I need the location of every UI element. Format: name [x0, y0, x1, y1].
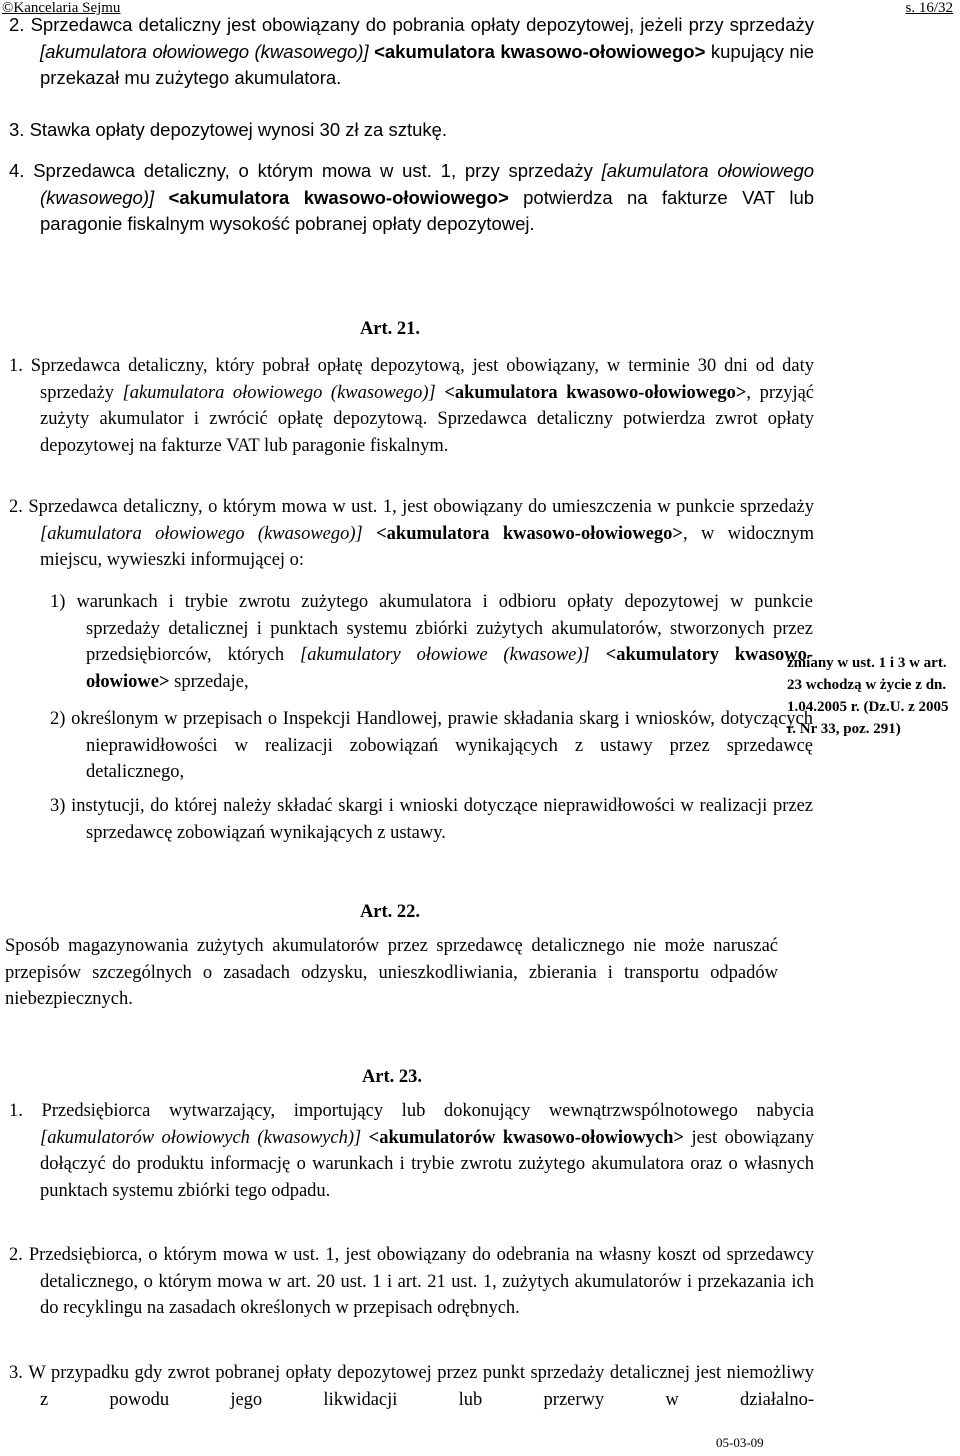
paragraph-number: 1.	[9, 1101, 23, 1121]
article-title-21: Art. 21.	[359, 319, 421, 339]
added-text: <akumulatora kwasowo-ołowiowego>	[374, 40, 706, 62]
list-item-text: instytucji, do której należy składać skargi i wnioski dotyczące nieprawidłowości w realizacji przez sprzedawcę zobowiązań wynikających z ustawy.	[71, 796, 814, 843]
paragraph-art23-1	[9, 1098, 814, 1204]
paragraph-text: , w widocznym miejscu, wywieszki informującej o:	[40, 523, 814, 570]
added-text: <akumulatora kwasowo-ołowiowego>	[444, 382, 747, 403]
added-text: <akumulatory kwasowo-ołowiowe>	[86, 645, 814, 692]
paragraph-art20-2	[9, 12, 814, 92]
paragraph-text: Sprzedawca detaliczny jest obowiązany do pobrania opłaty depozytowej, jeżeli przy sprzedaży	[30, 14, 814, 35]
header-page-number: s. 16/32	[905, 0, 953, 16]
list-item-number: 1)	[50, 592, 66, 612]
article-title-23: Art. 23.	[361, 1067, 423, 1087]
footer-date: 05-03-09	[716, 1435, 764, 1450]
paragraph-art21-1	[9, 353, 814, 459]
paragraph-art23-3	[9, 1360, 814, 1413]
list-item-2	[50, 706, 813, 786]
removed-text: [akumulatorów ołowiowych (kwasowych)]	[40, 1127, 362, 1148]
list-item-number: 2)	[50, 709, 66, 729]
paragraph-text: Stawka opłaty depozytowej wynosi 30 zł za sztukę.	[29, 119, 448, 140]
paragraph-number: 4.	[9, 160, 25, 181]
paragraph-art20-3	[9, 117, 814, 144]
list-item-text: sprzedaje,	[174, 671, 249, 692]
paragraph-number: 2.	[9, 14, 25, 35]
paragraph-art23-2	[9, 1242, 814, 1322]
paragraph-text: Przedsiębiorca wytwarzający, importujący lub dokonujący wewnątrzwspólnotowego nabycia	[41, 1101, 814, 1121]
paragraph-number: 1.	[9, 356, 23, 376]
list-item-text: warunkach i trybie zwrotu zużytego akumulatora i odbioru opłaty depozytowej w punkcie sprzedaży detalicznej i punktach systemu zbiórki zużytych akumulatorów, stworzonych przez przedsiębiorców, których	[76, 592, 813, 665]
paragraph-text: , przyjąć zużyty akumulator i zwrócić opłatę depozytową. Sprzedawca detaliczny potwierdza zwrot opłaty depozytowej na fakturze VAT lub paragonie fiskalnym.	[40, 382, 815, 456]
paragraph-art20-4	[9, 158, 814, 238]
paragraph-art21-2	[9, 494, 814, 574]
removed-text: [akumulatora ołowiowego (kwasowego)]	[40, 523, 363, 544]
added-text: <akumulatora kwasowo-ołowiowego>	[376, 523, 683, 544]
paragraph-text: W przypadku gdy zwrot pobranej opłaty depozytowej przez punkt sprzedaży detalicznej jest niemożliwy z powodu jego likwidacji lub przerwy w działalno-	[28, 1363, 814, 1410]
paragraph-text: Przedsiębiorca, o którym mowa w ust. 1, jest obowiązany do odebrania na własny koszt od sprzedawcy detalicznego, o którym mowa w art. 20 ust. 1 i art. 21 ust. 1, zużytych akumulatorów i przekazania ich do recyklingu na zasadach określonych w przepisach odrębnych.	[28, 1245, 814, 1318]
paragraph-text: potwierdza na fakturze VAT lub paragonie fiskalnym wysokość pobranej opłaty depozytowej.	[40, 186, 815, 234]
list-item-number: 3)	[50, 796, 66, 816]
header-copyright: ©Kancelaria Sejmu	[2, 0, 121, 16]
list-item-text: określonym w przepisach o Inspekcji Handlowej, prawie składania skarg i wniosków, dotyczących nieprawidłowości w realizacji zobowiązań wynikających z ustawy przez sprzedawcę detalicznego,	[71, 709, 814, 782]
article-title-22: Art. 22.	[359, 902, 421, 922]
added-text: <akumulatora kwasowo-ołowiowego>	[168, 186, 509, 208]
removed-text: [akumulatora ołowiowego (kwasowego)]	[40, 40, 369, 62]
paragraph-number: 3.	[9, 1363, 23, 1383]
removed-text: [akumulatora ołowiowego (kwasowego)]	[122, 382, 436, 403]
paragraph-number: 3.	[9, 119, 25, 140]
margin-note: zmiany w ust. 1 i 3 w art. 23 wchodzą w życie z dn. 1.04.2005 r. (Dz.U. z 2005 r. Nr 33, poz. 291)	[787, 655, 949, 737]
removed-text: [akumulatora ołowiowego (kwasowego)]	[40, 160, 815, 208]
added-text: <akumulatorów kwasowo-ołowiowych>	[368, 1127, 684, 1148]
paragraph-text: Sprzedawca detaliczny, o którym mowa w ust. 1, jest obowiązany do umieszczenia w punkcie sprzedaży	[28, 497, 815, 517]
paragraph-text: kupujący nie przekazał mu zużytego akumulatora.	[40, 40, 815, 88]
paragraph-number: 2.	[9, 497, 23, 517]
paragraph-art22: Sposób magazynowania zużytych akumulatorów przez sprzedawcę detalicznego nie może naruszać przepisów szczególnych o zasadach odzysku, unieszkodliwiania, zbierania i transportu odpadów niebezpiecznych.	[5, 936, 778, 1009]
paragraph-text: jest obowiązany dołączyć do produktu informację o warunkach i trybie zwrotu zużytego akumulatora oraz o własnych punktach systemu zbiórki tego odpadu.	[40, 1127, 814, 1201]
list-item-1	[50, 589, 813, 695]
paragraph-text: Sprzedawca detaliczny, o którym mowa w ust. 1, przy sprzedaży	[33, 160, 593, 181]
paragraph-number: 2.	[9, 1245, 23, 1265]
paragraph-text: Sprzedawca detaliczny, który pobrał opłatę depozytową, jest obowiązany, w terminie 30 dni od daty sprzedaży	[30, 356, 814, 403]
list-item-3	[50, 793, 813, 846]
removed-text: [akumulatory ołowiowe (kwasowe)]	[300, 645, 590, 665]
